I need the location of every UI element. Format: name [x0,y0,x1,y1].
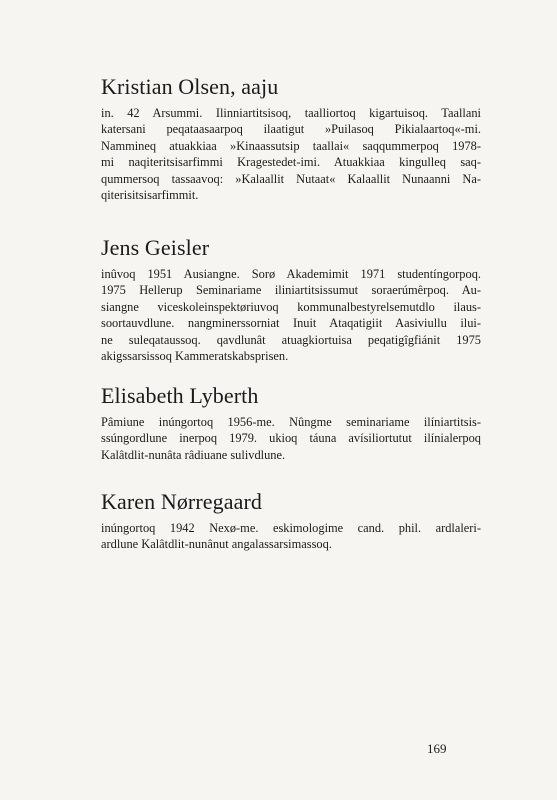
bio-line: qummersoq tassaavoq: »Kalaallit Nutaat« Kalaallit Nunaanni Na- [101,171,481,186]
bio-line: katersani peqataasaarpoq ilaatigut »Puilasoq Pikialaartoq«-mi. [101,122,481,137]
author-name: Elisabeth Lyberth [101,383,259,408]
bio-line: Pâmiune inúngortoq 1956-me. Nûngme seminariame ilíniartitsis- [101,415,481,429]
author-bio [101,266,481,364]
author-bio [101,105,481,203]
author-name: Kristian Olsen, aaju [101,74,279,99]
bio-line: Kalâtdlit-nunâta râdiuane sulivdlune. [101,447,286,462]
author-entry [101,383,481,463]
author-entry [101,235,481,364]
author-bio [101,414,481,463]
author-name: Jens Geisler [101,235,210,260]
bio-line: 1975 Hellerup Seminariame iliniartitsissumut soraerúmêrpoq. Au- [101,283,481,298]
bio-line: in. 42 Arsummi. Ilinniartitsisoq, taalliortoq kigartuisoq. Taallani [101,106,481,120]
bio-line: soortauvdlune. nangminerssorniat Inuit Ataqatigiit Aasiviullu ilui- [101,316,481,331]
bio-line: Namminеq atuakkiaa »Kinaassutsip taallai« saqqummerpoq 1978- [101,138,481,153]
author-name: Karen Nørregaard [101,489,263,514]
bio-line: akigssarsissoq Kammeratskabsprisen. [101,349,289,364]
bio-line: siangne viceskoleinspektøriuvoq kommunalbestyrelsemutdlo ilaus- [101,299,481,314]
bio-line: inûvoq 1951 Ausiangne. Sorø Akademimit 1971 studentíngorpoq. [101,267,481,281]
bio-line: inúngortoq 1942 Nexø-me. eskimologime cand. phil. ardlaleri- [101,521,481,535]
bio-line: ssúngordlune inerpoq 1979. ukioq táuna avísiliortutut ilínialerpoq [101,431,481,446]
bio-line: ne suleqataussoq. qavdlunât atuagkiortuisa peqatigîgfiánit 1975 [101,332,481,347]
bio-line: ardlune Kalâtdlit-nunânut angalassarsimassoq. [101,537,332,552]
page-number: 169 [427,741,447,756]
author-bio [101,520,481,553]
bio-line: mi naqiteritsisarfimmi Kragestedet-imi. Atuakkiaa kingulleq saq- [101,155,481,170]
bio-line: qiterisitsisarfimmit. [101,188,199,203]
author-entry [101,489,481,553]
author-entry [101,74,481,203]
